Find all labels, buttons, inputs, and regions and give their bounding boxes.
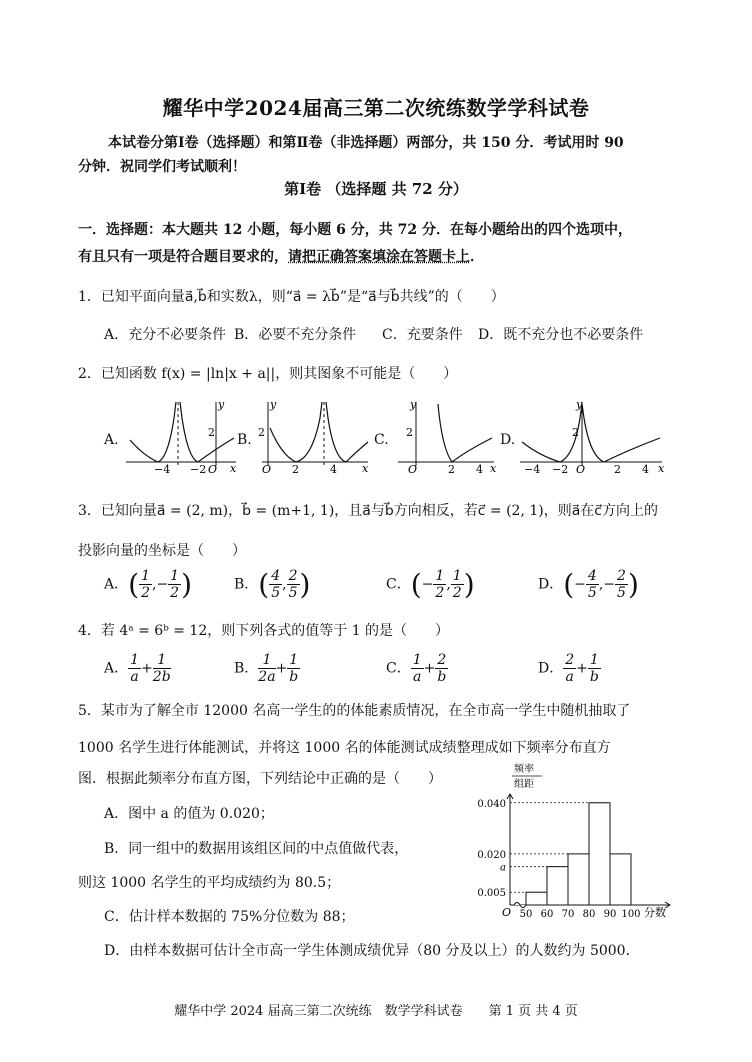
curve [522,404,660,462]
y-tick-label: 0.040 [477,798,506,810]
tick-label: −2 [190,463,207,476]
denominator: 5 [587,585,597,601]
instruction-end: ． [470,249,484,265]
q3-option-b [234,568,310,601]
fraction [287,652,300,685]
plus-sign: + [576,660,588,677]
denominator: 2b [152,669,171,685]
fraction [433,568,446,601]
option-label: B． [234,660,259,677]
paren-open: ( [258,568,270,601]
x-axis-label: x [490,462,497,475]
q2-label-c: C. [374,432,389,448]
question-3-stem: 3．已知向量a⃗ = (2, m)，b⃗ = (m+1, 1)，且a⃗与b⃗方向相反，若c⃗ = (2, 1)，则a⃗在c⃗方向上的 [78,503,658,519]
numerator: 1 [130,652,140,668]
fraction [615,568,628,601]
tick-label: 2 [292,463,299,476]
fraction [588,652,601,685]
denominator: 5 [617,585,626,601]
q2-label-d: D. [500,432,516,448]
paren-close: ) [299,568,311,601]
paren-close: ) [181,568,193,601]
x-axis-label: 分数 [644,906,666,919]
question-5-line1: 5．某市为了解全市 12000 名高一学生的的体能素质情况，在全市高一学生中随机抽取了 [78,703,631,719]
numerator: 1 [153,652,171,669]
denominator: 2 [141,585,150,601]
separator: , [151,576,157,593]
exam-intro-line2: 分钟．祝同学们考试顺利！ [78,159,246,175]
option-label: D． [538,660,564,677]
q4-option-b [234,652,300,685]
instruction-emphasis: 请把正确答案填涂在答题卡上 [288,249,470,265]
q2-graph-c [394,398,498,476]
q5-option-b-line2: 则这 1000 名学生的平均成绩约为 80.5； [78,875,341,891]
question-3-stem-cont: 投影向量的坐标是（ ） [78,543,246,559]
y-tick-label: 0.020 [477,849,506,861]
origin-label: O [208,463,218,476]
histogram-bar [547,867,568,905]
q4-option-d [538,652,601,685]
q4-option-a [104,652,171,685]
y-axis-label: y [576,398,583,411]
q5-option-d: D．由样本数据可估计全市高一学生体测成绩优异（80 分及以上）的人数约为 5000． [104,943,640,959]
q1-option-d: D．既不充分也不必要条件 [478,327,644,343]
tick-label: 2 [614,463,621,476]
numerator: 2 [617,568,626,584]
fraction [563,652,576,685]
question-5-line3: 图．根据此频率分布直方图，下列结论中正确的是（ ） [78,771,442,787]
x-axis-label: x [362,462,369,475]
tick-label: 2 [258,426,265,439]
section1-instructions-line1: 一．选择题：本大题共 12 小题，每小题 6 分，共 72 分．在每小题给出的四个选项中， [78,222,632,238]
separator: , [598,576,604,593]
origin-label: O [408,463,418,476]
question-5-line2: 1000 名学生进行体能测试，并将这 1000 名的体能测试成绩整理成如下频率分布直方 [78,740,611,756]
paren-close: ) [463,568,475,601]
numerator: 1 [141,568,150,584]
fraction [435,652,448,685]
q2-graph-d [518,398,666,476]
q5-option-c: C．估计样本数据的 75%分位数为 88； [104,909,355,925]
paren-close: ) [627,568,639,601]
q3-option-d [538,568,639,601]
numerator: 2 [288,568,298,584]
numerator: 1 [452,568,462,584]
question-2-stem: 2．已知函数 f(x) = |ln|x + a||，则其图象不可能是（ ） [78,366,458,382]
x-tick-label: 100 [621,909,641,920]
part1-heading: 第Ⅰ卷 （选择题 共 72 分） [284,180,468,198]
denominator: b [437,669,447,685]
tick-label: 2 [448,463,455,476]
q3-option-a [104,568,192,601]
option-label: C． [386,576,411,593]
tick-label: −4 [154,463,171,476]
x-tick-label: 90 [603,909,617,920]
fraction [451,568,464,601]
tick-label: −4 [524,463,541,476]
fraction [258,652,275,685]
fraction [128,652,141,685]
sign: − [603,576,616,593]
option-label: D． [538,576,564,593]
x-tick-label: 50 [519,909,533,920]
tick-label: −2 [552,463,569,476]
y-axis-label: y [218,398,225,411]
fraction [139,568,152,601]
y-axis-label: y [410,398,417,411]
x-axis-label: x [230,462,237,475]
denominator: 2 [452,585,462,601]
q2-graph-b [256,398,372,476]
fraction [153,652,171,685]
tick-label: 2 [572,426,579,439]
curve-left [130,402,176,462]
histogram-bar [568,854,589,905]
tick-label: 2 [208,426,215,439]
numerator: 2 [437,652,447,668]
x-tick-label: 70 [561,909,575,920]
numerator: 1 [589,652,599,668]
y-tick-label: 0.005 [477,888,506,900]
tick-label: 4 [330,463,337,476]
numerator: 4 [587,568,597,584]
fraction [269,568,282,601]
histogram-bar [526,892,547,905]
numerator: 1 [412,652,422,668]
origin-label: O [262,463,272,476]
y-label-bottom: 组距 [514,779,534,790]
option-label: B． [234,576,259,593]
instruction-text: 有且只有一项是符合题目要求的， [78,249,288,265]
sign: − [156,576,169,593]
plus-sign: + [275,660,288,677]
exam-intro-line1: 本试卷分第Ⅰ卷（选择题）和第Ⅱ卷（非选择题）两部分，共 150 分．考试用时 90 [108,135,624,151]
fraction [168,568,181,601]
denominator: b [289,669,299,685]
denominator: 2 [435,585,445,601]
numerator: 1 [435,568,445,584]
origin-label: O [576,463,586,476]
q1-option-c: C．充要条件 [382,327,463,343]
fraction [287,568,300,601]
option-label: A． [104,576,129,593]
curve-right [326,402,368,462]
denominator: 2a [258,669,276,685]
q1-option-b: B．必要不充分条件 [234,327,357,343]
q5-option-b-line1: B．同一组中的数据用该组区间的中点值做代表， [104,841,409,857]
option-label: A． [104,660,129,677]
curve-left [270,402,322,462]
section1-instructions-line2 [78,246,484,266]
page-footer: 耀华中学 2024 届高三第二次统练 数学学科试卷 第 1 页 共 4 页 [174,1004,578,1019]
q2-label-a: A. [104,432,119,448]
sign: − [421,576,434,593]
numerator: 1 [170,568,180,584]
denominator: a [413,669,422,685]
denominator: 5 [288,585,298,601]
option-label: C． [386,660,411,677]
histogram-bar [589,803,610,905]
axis-break [514,903,526,908]
q4-option-c [386,652,448,685]
denominator: b [589,669,599,685]
q3-option-c [386,568,475,601]
paren-open: ( [563,568,575,601]
q2-label-b: B. [237,432,252,448]
denominator: 2 [170,585,180,601]
q1-option-a: A．充分不必要条件 [104,327,227,343]
histogram-bar [610,854,631,905]
separator: , [282,576,287,593]
tick-label: 4 [642,463,649,476]
y-axis-label: y [270,398,277,411]
plus-sign: + [141,660,153,677]
fraction [411,652,424,685]
denominator: a [130,669,139,685]
curve-right [180,402,234,462]
x-tick-label: 80 [582,909,596,920]
denominator: a [565,669,574,685]
y-tick-label: a [500,862,506,874]
numerator: 1 [289,652,299,668]
page-title: 耀华中学2024届高三第二次统练数学学科试卷 [162,96,590,120]
sign: − [574,576,586,593]
numerator: 1 [258,652,275,669]
x-axis-label: x [658,462,665,475]
q5-option-a: A．图中 a 的值为 0.020； [104,806,274,822]
tick-label: 2 [406,426,413,439]
separator: , [446,576,451,593]
numerator: 4 [271,568,281,584]
question-4-stem: 4．若 4ᵃ = 6ᵇ = 12，则下列各式的值等于 1 的是（ ） [78,623,450,639]
denominator: 5 [271,585,281,601]
y-label-top: 频率 [514,764,534,775]
origin-label: O [502,906,512,919]
question-1-stem: 1．已知平面向量a⃗,b⃗和实数λ，则“a⃗ = λb⃗”是“a⃗与b⃗共线”的（ ） [78,289,505,305]
q2-graph-a [124,398,240,476]
x-tick-label: 60 [540,909,554,920]
plus-sign: + [423,660,436,677]
curve [438,404,492,462]
paren-open: ( [128,568,140,601]
paren-open: ( [410,568,422,601]
numerator: 2 [565,652,575,668]
fraction [586,568,599,601]
frequency-histogram [470,760,680,924]
tick-label: 4 [476,463,483,476]
